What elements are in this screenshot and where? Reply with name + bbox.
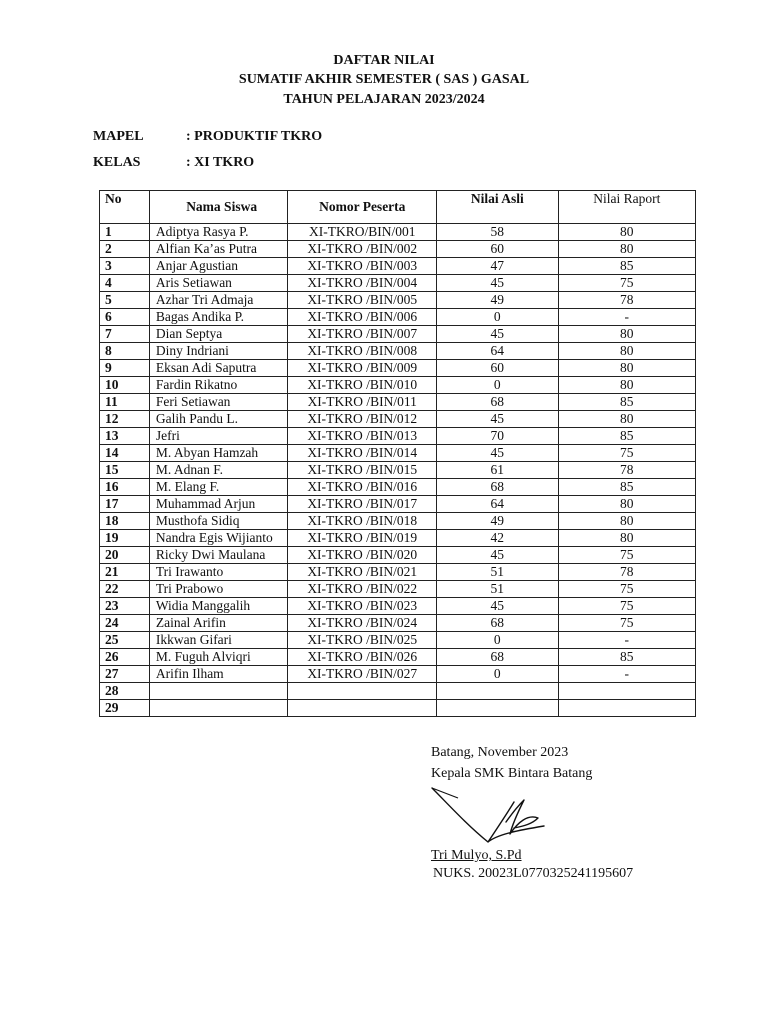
cell-nilai-raport: 80 bbox=[558, 513, 695, 530]
table-row bbox=[100, 479, 696, 496]
cell-nomor: XI-TKRO /BIN/013 bbox=[288, 428, 437, 445]
table-row bbox=[100, 224, 696, 241]
table-row bbox=[100, 411, 696, 428]
table-row bbox=[100, 241, 696, 258]
signature-scribble bbox=[428, 782, 553, 847]
cell-nilai-asli: 47 bbox=[437, 258, 558, 275]
table-row bbox=[100, 700, 696, 717]
cell-nilai-raport: - bbox=[558, 666, 695, 683]
cell-nilai-raport: 80 bbox=[558, 530, 695, 547]
cell-nilai-asli: 51 bbox=[437, 564, 558, 581]
cell-no: 23 bbox=[100, 598, 150, 615]
cell-no: 12 bbox=[100, 411, 150, 428]
table-row bbox=[100, 309, 696, 326]
cell-nilai-asli: 60 bbox=[437, 360, 558, 377]
cell-nama: Jefri bbox=[149, 428, 288, 445]
place-date: Batang, November 2023 bbox=[431, 745, 569, 760]
cell-nilai-raport: 85 bbox=[558, 428, 695, 445]
cell-nama: Anjar Agustian bbox=[149, 258, 288, 275]
cell-nilai-raport: 80 bbox=[558, 360, 695, 377]
cell-nilai-asli: 0 bbox=[437, 632, 558, 649]
cell-nilai-asli: 58 bbox=[437, 224, 558, 241]
cell-nilai-raport: 85 bbox=[558, 649, 695, 666]
col-header-nilai-raport: Nilai Raport bbox=[558, 191, 695, 224]
signer-position: Kepala SMK Bintara Batang bbox=[431, 766, 593, 781]
cell-no: 11 bbox=[100, 394, 150, 411]
cell-nilai-raport: 80 bbox=[558, 241, 695, 258]
cell-nilai-raport: 75 bbox=[558, 598, 695, 615]
cell-nomor: XI-TKRO /BIN/021 bbox=[288, 564, 437, 581]
cell-no: 21 bbox=[100, 564, 150, 581]
cell-nilai-raport: 80 bbox=[558, 496, 695, 513]
cell-nama: Arifin Ilham bbox=[149, 666, 288, 683]
cell-nilai-asli: 49 bbox=[437, 292, 558, 309]
cell-nama: Zainal Arifin bbox=[149, 615, 288, 632]
cell-nilai-raport: 75 bbox=[558, 615, 695, 632]
table-row bbox=[100, 683, 696, 700]
cell-nama: Tri Prabowo bbox=[149, 581, 288, 598]
table-row bbox=[100, 666, 696, 683]
cell-nama: M. Abyan Hamzah bbox=[149, 445, 288, 462]
cell-nomor: XI-TKRO /BIN/027 bbox=[288, 666, 437, 683]
cell-nilai-raport bbox=[558, 683, 695, 700]
cell-nilai-asli: 60 bbox=[437, 241, 558, 258]
cell-nama: M. Elang F. bbox=[149, 479, 288, 496]
cell-nilai-raport: - bbox=[558, 632, 695, 649]
table-row bbox=[100, 598, 696, 615]
cell-nilai-asli: 70 bbox=[437, 428, 558, 445]
cell-no: 3 bbox=[100, 258, 150, 275]
cell-nilai-asli: 45 bbox=[437, 275, 558, 292]
cell-no: 14 bbox=[100, 445, 150, 462]
cell-nama: M. Fuguh Alviqri bbox=[149, 649, 288, 666]
table-body bbox=[100, 224, 696, 717]
cell-nilai-asli: 45 bbox=[437, 598, 558, 615]
cell-nomor: XI-TKRO /BIN/017 bbox=[288, 496, 437, 513]
cell-nilai-raport: 85 bbox=[558, 258, 695, 275]
cell-nilai-asli: 42 bbox=[437, 530, 558, 547]
table-row bbox=[100, 513, 696, 530]
cell-nomor: XI-TKRO /BIN/003 bbox=[288, 258, 437, 275]
cell-nilai-asli bbox=[437, 683, 558, 700]
cell-nama: Muhammad Arjun bbox=[149, 496, 288, 513]
cell-nomor: XI-TKRO /BIN/007 bbox=[288, 326, 437, 343]
cell-nomor: XI-TKRO /BIN/019 bbox=[288, 530, 437, 547]
cell-no: 2 bbox=[100, 241, 150, 258]
cell-nilai-raport: 78 bbox=[558, 564, 695, 581]
cell-nomor: XI-TKRO /BIN/009 bbox=[288, 360, 437, 377]
table-row bbox=[100, 343, 696, 360]
cell-nomor: XI-TKRO /BIN/002 bbox=[288, 241, 437, 258]
cell-nomor bbox=[288, 683, 437, 700]
doc-title: DAFTAR NILAI bbox=[333, 53, 435, 68]
cell-no: 27 bbox=[100, 666, 150, 683]
cell-nama: Galih Pandu L. bbox=[149, 411, 288, 428]
col-header-nomor: Nomor Peserta bbox=[288, 191, 437, 224]
cell-nomor: XI-TKRO /BIN/012 bbox=[288, 411, 437, 428]
table-row bbox=[100, 547, 696, 564]
cell-no: 15 bbox=[100, 462, 150, 479]
table-row bbox=[100, 292, 696, 309]
col-header-nilai-asli: Nilai Asli bbox=[437, 191, 558, 224]
cell-nilai-asli: 0 bbox=[437, 309, 558, 326]
col-header-no: No bbox=[100, 191, 150, 224]
cell-nilai-asli: 45 bbox=[437, 326, 558, 343]
cell-nama: Tri Irawanto bbox=[149, 564, 288, 581]
cell-no: 19 bbox=[100, 530, 150, 547]
cell-nama: Ricky Dwi Maulana bbox=[149, 547, 288, 564]
doc-year: TAHUN PELAJARAN 2023/2024 bbox=[283, 92, 485, 107]
table-row bbox=[100, 394, 696, 411]
table-row bbox=[100, 428, 696, 445]
cell-nilai-raport: 80 bbox=[558, 343, 695, 360]
mapel-value: : PRODUKTIF TKRO bbox=[186, 129, 323, 144]
table-header-row bbox=[100, 191, 696, 224]
cell-nomor: XI-TKRO /BIN/015 bbox=[288, 462, 437, 479]
cell-nama: Bagas Andika P. bbox=[149, 309, 288, 326]
cell-no: 6 bbox=[100, 309, 150, 326]
cell-nilai-asli: 45 bbox=[437, 547, 558, 564]
signer-nuks: NUKS. 20023L0770325241195607 bbox=[433, 866, 634, 881]
cell-no: 9 bbox=[100, 360, 150, 377]
cell-nilai-asli: 61 bbox=[437, 462, 558, 479]
cell-nilai-asli: 45 bbox=[437, 445, 558, 462]
grades-table bbox=[99, 190, 696, 717]
cell-nomor: XI-TKRO /BIN/004 bbox=[288, 275, 437, 292]
cell-nomor: XI-TKRO /BIN/006 bbox=[288, 309, 437, 326]
cell-nomor: XI-TKRO /BIN/008 bbox=[288, 343, 437, 360]
cell-nilai-asli: 68 bbox=[437, 615, 558, 632]
table-row bbox=[100, 496, 696, 513]
cell-nama bbox=[149, 700, 288, 717]
cell-no: 26 bbox=[100, 649, 150, 666]
cell-nomor: XI-TKRO /BIN/014 bbox=[288, 445, 437, 462]
cell-nilai-asli: 68 bbox=[437, 649, 558, 666]
cell-nomor: XI-TKRO /BIN/022 bbox=[288, 581, 437, 598]
cell-nomor: XI-TKRO /BIN/010 bbox=[288, 377, 437, 394]
cell-nilai-asli bbox=[437, 700, 558, 717]
cell-nama bbox=[149, 683, 288, 700]
cell-nilai-raport: 80 bbox=[558, 326, 695, 343]
cell-no: 20 bbox=[100, 547, 150, 564]
table-row bbox=[100, 615, 696, 632]
cell-nilai-asli: 68 bbox=[437, 394, 558, 411]
cell-nilai-asli: 0 bbox=[437, 377, 558, 394]
cell-no: 1 bbox=[100, 224, 150, 241]
table-row bbox=[100, 649, 696, 666]
table-row bbox=[100, 275, 696, 292]
cell-nama: Diny Indriani bbox=[149, 343, 288, 360]
cell-nomor: XI-TKRO /BIN/025 bbox=[288, 632, 437, 649]
cell-nomor: XI-TKRO/BIN/001 bbox=[288, 224, 437, 241]
table-row bbox=[100, 564, 696, 581]
cell-nama: Dian Septya bbox=[149, 326, 288, 343]
cell-nilai-asli: 68 bbox=[437, 479, 558, 496]
cell-no: 22 bbox=[100, 581, 150, 598]
cell-nama: Feri Setiawan bbox=[149, 394, 288, 411]
cell-nomor: XI-TKRO /BIN/018 bbox=[288, 513, 437, 530]
cell-nilai-raport: 80 bbox=[558, 377, 695, 394]
cell-nomor: XI-TKRO /BIN/016 bbox=[288, 479, 437, 496]
cell-no: 7 bbox=[100, 326, 150, 343]
doc-subtitle: SUMATIF AKHIR SEMESTER ( SAS ) GASAL bbox=[238, 72, 530, 87]
cell-nomor: XI-TKRO /BIN/024 bbox=[288, 615, 437, 632]
cell-nama: Musthofa Sidiq bbox=[149, 513, 288, 530]
cell-nomor bbox=[288, 700, 437, 717]
table-row bbox=[100, 445, 696, 462]
cell-no: 29 bbox=[100, 700, 150, 717]
cell-nama: Adiptya Rasya P. bbox=[149, 224, 288, 241]
cell-nilai-raport: 75 bbox=[558, 547, 695, 564]
cell-nilai-asli: 49 bbox=[437, 513, 558, 530]
cell-nama: Aris Setiawan bbox=[149, 275, 288, 292]
kelas-label: KELAS bbox=[93, 155, 141, 170]
cell-nilai-asli: 64 bbox=[437, 496, 558, 513]
cell-nilai-asli: 51 bbox=[437, 581, 558, 598]
cell-nama: M. Adnan F. bbox=[149, 462, 288, 479]
cell-nomor: XI-TKRO /BIN/011 bbox=[288, 394, 437, 411]
table-row bbox=[100, 632, 696, 649]
cell-no: 4 bbox=[100, 275, 150, 292]
cell-no: 28 bbox=[100, 683, 150, 700]
cell-nilai-asli: 64 bbox=[437, 343, 558, 360]
cell-no: 17 bbox=[100, 496, 150, 513]
cell-nilai-raport: - bbox=[558, 309, 695, 326]
cell-nilai-raport: 75 bbox=[558, 445, 695, 462]
cell-no: 18 bbox=[100, 513, 150, 530]
cell-no: 8 bbox=[100, 343, 150, 360]
cell-nilai-raport: 78 bbox=[558, 462, 695, 479]
cell-nama: Ikkwan Gifari bbox=[149, 632, 288, 649]
cell-no: 13 bbox=[100, 428, 150, 445]
table-row bbox=[100, 258, 696, 275]
cell-no: 5 bbox=[100, 292, 150, 309]
cell-nilai-raport: 75 bbox=[558, 275, 695, 292]
signer-name: Tri Mulyo, S.Pd bbox=[431, 848, 522, 863]
cell-nilai-raport: 78 bbox=[558, 292, 695, 309]
cell-nilai-raport: 80 bbox=[558, 411, 695, 428]
table-row bbox=[100, 360, 696, 377]
cell-nilai-asli: 0 bbox=[437, 666, 558, 683]
cell-nama: Fardin Rikatno bbox=[149, 377, 288, 394]
cell-no: 16 bbox=[100, 479, 150, 496]
cell-no: 25 bbox=[100, 632, 150, 649]
table-row bbox=[100, 462, 696, 479]
cell-nama: Alfian Ka’as Putra bbox=[149, 241, 288, 258]
cell-nilai-raport: 80 bbox=[558, 224, 695, 241]
cell-nilai-raport: 85 bbox=[558, 394, 695, 411]
kelas-value: : XI TKRO bbox=[186, 155, 255, 170]
col-header-nama: Nama Siswa bbox=[149, 191, 288, 224]
cell-nomor: XI-TKRO /BIN/005 bbox=[288, 292, 437, 309]
cell-nilai-raport bbox=[558, 700, 695, 717]
cell-nomor: XI-TKRO /BIN/026 bbox=[288, 649, 437, 666]
cell-no: 10 bbox=[100, 377, 150, 394]
cell-nilai-asli: 45 bbox=[437, 411, 558, 428]
kelas-line bbox=[93, 155, 254, 171]
cell-nama: Nandra Egis Wijianto bbox=[149, 530, 288, 547]
mapel-line bbox=[93, 129, 322, 145]
table-row bbox=[100, 530, 696, 547]
table-row bbox=[100, 581, 696, 598]
cell-nama: Azhar Tri Admaja bbox=[149, 292, 288, 309]
cell-nilai-raport: 75 bbox=[558, 581, 695, 598]
table-row bbox=[100, 326, 696, 343]
table-row bbox=[100, 377, 696, 394]
cell-nomor: XI-TKRO /BIN/023 bbox=[288, 598, 437, 615]
cell-nama: Eksan Adi Saputra bbox=[149, 360, 288, 377]
cell-nama: Widia Manggalih bbox=[149, 598, 288, 615]
cell-nomor: XI-TKRO /BIN/020 bbox=[288, 547, 437, 564]
cell-no: 24 bbox=[100, 615, 150, 632]
cell-nilai-raport: 85 bbox=[558, 479, 695, 496]
mapel-label: MAPEL bbox=[93, 129, 144, 144]
